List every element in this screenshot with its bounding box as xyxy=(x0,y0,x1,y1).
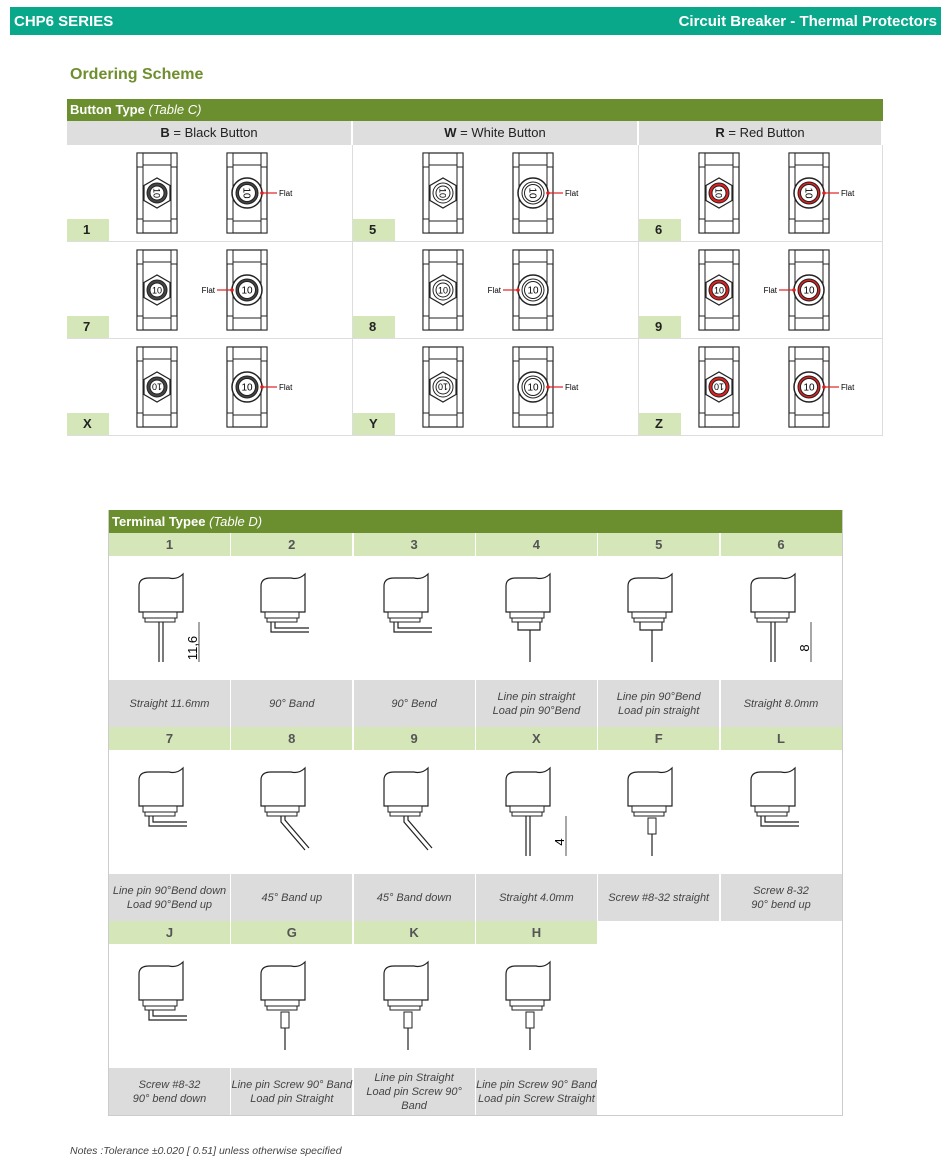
code-label: 6 xyxy=(639,219,681,241)
terminal-drawing xyxy=(354,750,475,874)
screw-pin-icon xyxy=(374,954,454,1054)
button-number: 10 xyxy=(151,381,163,392)
button-type-table xyxy=(67,99,883,436)
flat-label: Flat xyxy=(565,383,579,392)
terminal-cell-5 xyxy=(598,533,719,727)
terminal-drawing xyxy=(721,556,842,680)
code-label: 9 xyxy=(639,316,681,338)
screw-pin-icon xyxy=(618,760,698,860)
flat-label: Flat xyxy=(201,286,215,295)
terminal-caption: Screw 8-32 90° bend up xyxy=(721,874,842,921)
straight-pin-icon xyxy=(129,566,209,666)
button-drawing-white xyxy=(383,149,583,237)
series-title: CHP6 SERIES xyxy=(14,13,114,30)
code-label: Z xyxy=(639,413,681,435)
dimension-label: 11,6 xyxy=(185,635,200,661)
button-number: 10 xyxy=(151,187,162,199)
column-label: = White Button xyxy=(456,125,546,140)
terminal-code: 9 xyxy=(354,727,475,750)
button-cell-1 xyxy=(67,145,353,241)
terminal-type-table xyxy=(108,510,843,1116)
line-load-pin-icon xyxy=(618,566,698,666)
terminal-caption: Line pin Straight Load pin Screw 90° Band xyxy=(354,1068,475,1115)
button-cell-5 xyxy=(353,145,639,241)
terminal-cell-X xyxy=(476,727,597,921)
terminal-code: 7 xyxy=(109,727,230,750)
terminal-code: 3 xyxy=(354,533,475,556)
doc-title: Circuit Breaker - Thermal Protectors xyxy=(678,13,937,30)
terminal-caption: 45° Band down xyxy=(354,874,475,921)
button-cell-X xyxy=(67,339,353,435)
column-letter: B xyxy=(160,125,170,140)
button-number: 10 xyxy=(241,285,253,297)
straight-pin-icon xyxy=(741,566,821,666)
button-number: 10 xyxy=(713,187,724,199)
button-drawing-red xyxy=(659,149,859,237)
terminal-drawing xyxy=(354,944,475,1068)
terminal-caption: 90° Bend xyxy=(354,680,475,727)
bend-pin-icon xyxy=(129,954,209,1054)
terminal-cell-F xyxy=(598,727,719,921)
terminal-caption: Straight 4.0mm xyxy=(476,874,597,921)
terminal-code: H xyxy=(476,921,597,944)
terminal-code: G xyxy=(231,921,352,944)
line-load-pin-icon xyxy=(496,566,576,666)
terminal-code: K xyxy=(354,921,475,944)
flat-label: Flat xyxy=(763,286,777,295)
code-label: 7 xyxy=(67,316,109,338)
terminal-cell-9 xyxy=(354,727,475,921)
button-number: 10 xyxy=(437,285,449,296)
button-number: 10 xyxy=(803,382,815,394)
code-label: X xyxy=(67,413,109,435)
code-label: Y xyxy=(353,413,395,435)
button-number: 10 xyxy=(437,187,448,199)
terminal-caption: 90° Band xyxy=(231,680,352,727)
table-row xyxy=(67,145,883,242)
button-number: 10 xyxy=(241,382,253,394)
terminal-drawing xyxy=(109,750,230,874)
terminal-cell-H xyxy=(476,921,597,1115)
column-label: = Black Button xyxy=(169,125,258,140)
terminal-drawing xyxy=(231,944,352,1068)
code-label: 8 xyxy=(353,316,395,338)
flat-label: Flat xyxy=(279,189,293,198)
column-header-red xyxy=(639,121,883,145)
bend-pin-icon xyxy=(129,760,209,860)
terminal-code: 1 xyxy=(109,533,230,556)
terminal-code: 4 xyxy=(476,533,597,556)
terminal-code: 2 xyxy=(231,533,352,556)
table-c-body xyxy=(67,145,883,436)
angled-pin-icon xyxy=(251,760,331,860)
terminal-code: L xyxy=(721,727,842,750)
button-drawing-white xyxy=(383,246,583,334)
button-cell-9 xyxy=(639,242,883,338)
terminal-cell-2 xyxy=(231,533,352,727)
notes: Notes :Tolerance ±0.020 [ 0.51] unless otherwise specified xyxy=(70,1145,342,1157)
button-number: 10 xyxy=(240,187,252,199)
screw-pin-icon xyxy=(251,954,331,1054)
button-drawing-red xyxy=(659,343,859,431)
terminal-cell-4 xyxy=(476,533,597,727)
terminal-cell-8 xyxy=(231,727,352,921)
section-title: Ordering Scheme xyxy=(70,66,204,83)
column-header-white xyxy=(353,121,639,145)
terminal-caption: Straight 11.6mm xyxy=(109,680,230,727)
terminal-drawing xyxy=(231,750,352,874)
terminal-drawing xyxy=(721,750,842,874)
terminal-caption: Line pin Screw 90° Band Load pin Screw Straight xyxy=(476,1068,597,1115)
terminal-cell-3 xyxy=(354,533,475,727)
button-cell-8 xyxy=(353,242,639,338)
table-c-header xyxy=(67,121,883,145)
code-label: 1 xyxy=(67,219,109,241)
button-cell-Y xyxy=(353,339,639,435)
button-cell-6 xyxy=(639,145,883,241)
button-drawing-white xyxy=(383,343,583,431)
terminal-cell-L xyxy=(721,727,842,921)
terminal-cell-6 xyxy=(721,533,842,727)
terminal-code: F xyxy=(598,727,719,750)
flat-label: Flat xyxy=(279,383,293,392)
terminal-drawing xyxy=(476,750,597,874)
button-number: 10 xyxy=(526,187,538,199)
button-drawing-black xyxy=(97,343,297,431)
terminal-drawing xyxy=(476,944,597,1068)
button-number: 10 xyxy=(527,382,539,394)
terminal-caption: Line pin straight Load pin 90°Bend xyxy=(476,680,597,727)
table-row xyxy=(67,242,883,339)
terminal-code: 8 xyxy=(231,727,352,750)
terminal-drawing xyxy=(598,750,719,874)
dimension-label: 8 xyxy=(796,644,812,652)
terminal-caption: Line pin 90°Bend Load pin straight xyxy=(598,680,719,727)
terminal-cell-7 xyxy=(109,727,230,921)
straight-pin-icon xyxy=(496,760,576,860)
button-drawing-black xyxy=(97,246,297,334)
terminal-caption: 45° Band up xyxy=(231,874,352,921)
column-letter: W xyxy=(444,125,457,140)
terminal-drawing xyxy=(598,556,719,680)
column-label: = Red Button xyxy=(724,125,805,140)
screw-pin-icon xyxy=(496,954,576,1054)
angled-pin-icon xyxy=(374,760,454,860)
terminal-code: J xyxy=(109,921,230,944)
terminal-cell-J xyxy=(109,921,230,1115)
button-cell-7 xyxy=(67,242,353,338)
table-row xyxy=(67,339,883,436)
code-label: 5 xyxy=(353,219,395,241)
flat-label: Flat xyxy=(841,383,855,392)
terminal-caption: Straight 8.0mm xyxy=(721,680,842,727)
terminal-drawing xyxy=(476,556,597,680)
terminal-code: X xyxy=(476,727,597,750)
terminal-caption: Screw #8-32 straight xyxy=(598,874,719,921)
terminal-drawing xyxy=(109,556,230,680)
button-number: 10 xyxy=(802,187,814,199)
button-number: 10 xyxy=(151,285,163,296)
page-header xyxy=(10,7,941,35)
button-number: 10 xyxy=(437,381,449,392)
terminal-code: 5 xyxy=(598,533,719,556)
button-drawing-black xyxy=(97,149,297,237)
terminal-cell-G xyxy=(231,921,352,1115)
button-number: 10 xyxy=(527,285,539,297)
table-d-title: Terminal Typee (Table D) xyxy=(109,510,842,533)
dimension-label: 4 xyxy=(551,838,567,846)
table-c-title: Button Type (Table C) xyxy=(67,99,883,121)
terminal-caption: Line pin Screw 90° Band Load pin Straight xyxy=(231,1068,352,1115)
flat-label: Flat xyxy=(565,189,579,198)
terminal-cell-K xyxy=(354,921,475,1115)
bend-pin-icon xyxy=(251,566,331,666)
column-header-black xyxy=(67,121,353,145)
terminal-drawing xyxy=(231,556,352,680)
terminal-drawing xyxy=(354,556,475,680)
button-cell-Z xyxy=(639,339,883,435)
flat-label: Flat xyxy=(487,286,501,295)
button-number: 10 xyxy=(713,381,725,392)
button-number: 10 xyxy=(803,285,815,297)
flat-label: Flat xyxy=(841,189,855,198)
button-number: 10 xyxy=(713,285,725,296)
terminal-drawing xyxy=(109,944,230,1068)
bend-pin-icon xyxy=(374,566,454,666)
terminal-caption: Screw #8-32 90° bend down xyxy=(109,1068,230,1115)
button-drawing-red xyxy=(659,246,859,334)
terminal-caption: Line pin 90°Bend down Load 90°Bend up xyxy=(109,874,230,921)
column-letter: R xyxy=(715,125,725,140)
bend-pin-icon xyxy=(741,760,821,860)
terminal-code: 6 xyxy=(721,533,842,556)
terminal-cell-1 xyxy=(109,533,230,727)
